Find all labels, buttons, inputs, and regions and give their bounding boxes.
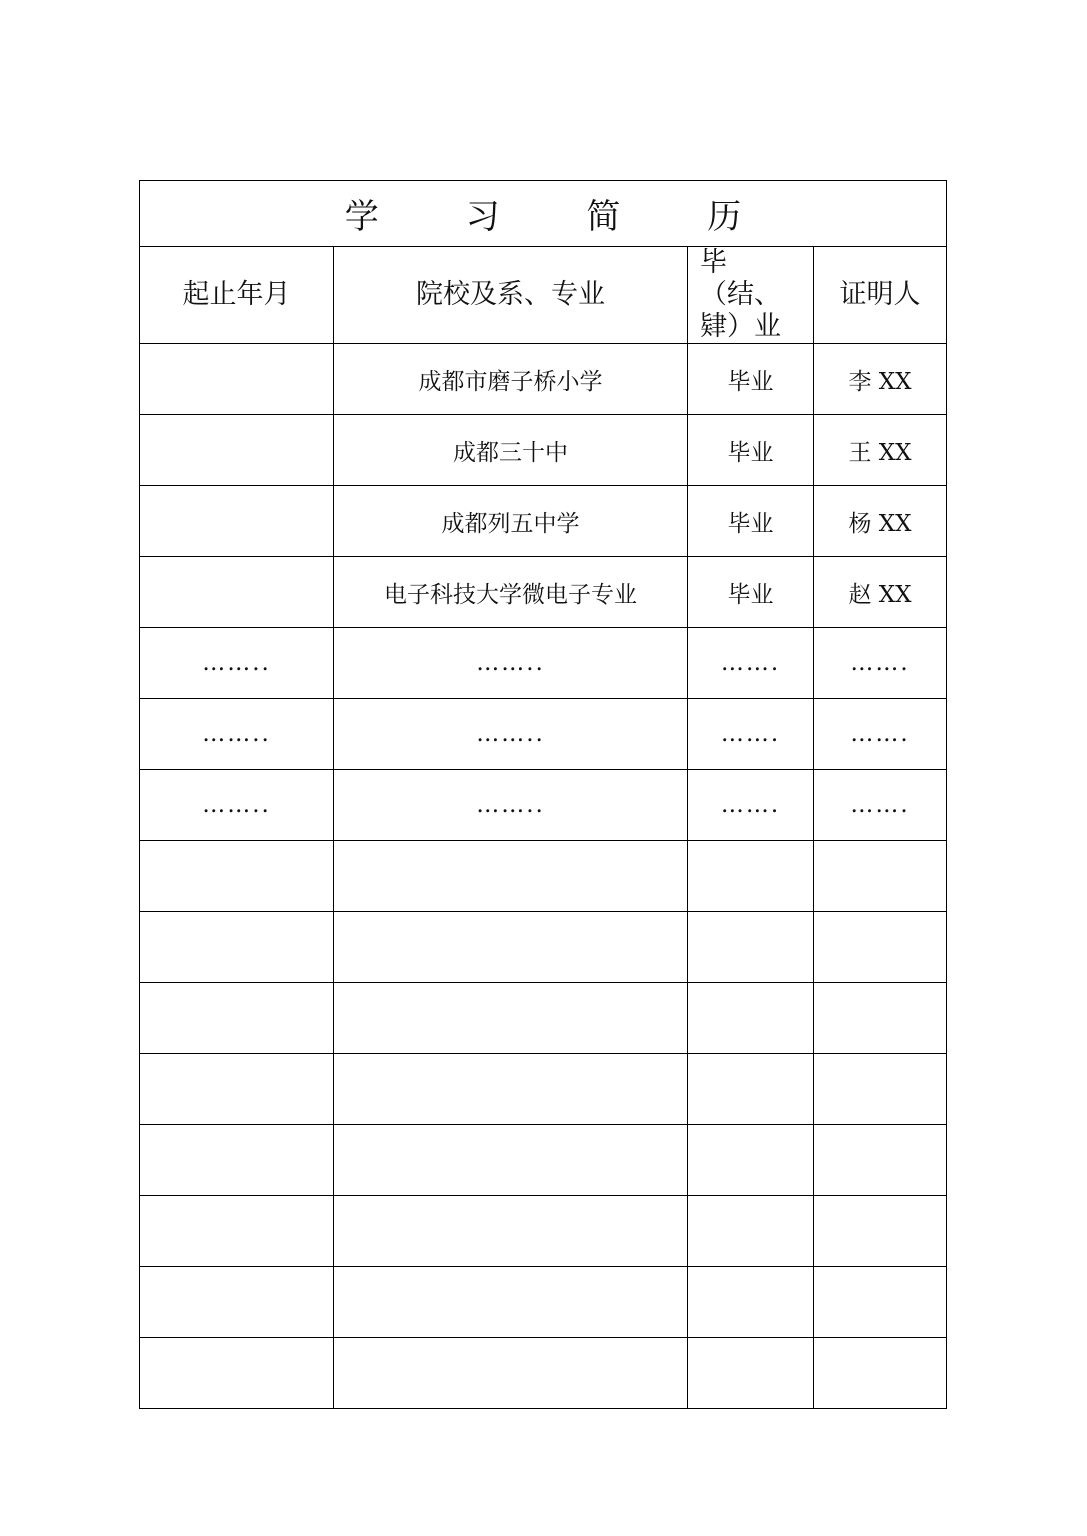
- status-cell: 毕业: [688, 344, 814, 415]
- witness-cell: 杨 XX: [814, 486, 947, 557]
- status-cell: [688, 1054, 814, 1125]
- status-cell: [688, 1267, 814, 1338]
- witness-cell: …….: [814, 628, 947, 699]
- witness-cell: 王 XX: [814, 415, 947, 486]
- period-cell: [140, 1125, 334, 1196]
- period-cell: ……..: [140, 628, 334, 699]
- header-witness: 证明人: [814, 247, 947, 344]
- school-cell: ……..: [334, 770, 688, 841]
- status-cell: [688, 983, 814, 1054]
- table-row: [140, 557, 947, 628]
- period-cell: [140, 841, 334, 912]
- table-row: [140, 770, 947, 841]
- table-row: [140, 1267, 947, 1338]
- period-cell: [140, 1054, 334, 1125]
- school-cell: [334, 1338, 688, 1409]
- period-cell: [140, 557, 334, 628]
- school-cell: [334, 1125, 688, 1196]
- witness-cell: 赵 XX: [814, 557, 947, 628]
- table-row: [140, 699, 947, 770]
- status-cell: …….: [688, 699, 814, 770]
- table-row: [140, 841, 947, 912]
- status-cell: [688, 912, 814, 983]
- table-row: [140, 1125, 947, 1196]
- table-row: [140, 486, 947, 557]
- period-cell: [140, 486, 334, 557]
- school-cell: [334, 841, 688, 912]
- witness-cell: …….: [814, 699, 947, 770]
- witness-cell: [814, 912, 947, 983]
- school-cell: 成都三十中: [334, 415, 688, 486]
- table-row: [140, 1338, 947, 1409]
- status-cell: …….: [688, 628, 814, 699]
- school-cell: 电子科技大学微电子专业: [334, 557, 688, 628]
- table-row: [140, 1196, 947, 1267]
- witness-cell: [814, 983, 947, 1054]
- witness-cell: …….: [814, 770, 947, 841]
- period-cell: [140, 344, 334, 415]
- period-cell: [140, 912, 334, 983]
- study-history-table: [139, 180, 947, 1409]
- witness-cell: [814, 841, 947, 912]
- table-row: [140, 415, 947, 486]
- witness-cell: [814, 1267, 947, 1338]
- period-cell: [140, 1338, 334, 1409]
- header-school-major: 院校及系、专业: [334, 247, 688, 344]
- table-row: [140, 344, 947, 415]
- period-cell: ……..: [140, 770, 334, 841]
- status-cell: [688, 841, 814, 912]
- period-cell: [140, 415, 334, 486]
- school-cell: [334, 912, 688, 983]
- period-cell: [140, 1267, 334, 1338]
- status-cell: [688, 1338, 814, 1409]
- witness-cell: [814, 1125, 947, 1196]
- table-row: [140, 628, 947, 699]
- status-cell: 毕业: [688, 415, 814, 486]
- status-cell: [688, 1196, 814, 1267]
- school-cell: [334, 1196, 688, 1267]
- table-title: 学 习 简 历: [140, 181, 947, 247]
- table-row: [140, 983, 947, 1054]
- status-cell: 毕业: [688, 486, 814, 557]
- witness-cell: [814, 1196, 947, 1267]
- table-row: [140, 1054, 947, 1125]
- header-status: 毕（结、肄）业: [688, 247, 814, 344]
- status-cell: …….: [688, 770, 814, 841]
- school-cell: 成都列五中学: [334, 486, 688, 557]
- school-cell: [334, 1054, 688, 1125]
- period-cell: [140, 983, 334, 1054]
- status-cell: [688, 1125, 814, 1196]
- period-cell: ……..: [140, 699, 334, 770]
- title-row: [140, 181, 947, 247]
- school-cell: 成都市磨子桥小学: [334, 344, 688, 415]
- witness-cell: [814, 1338, 947, 1409]
- header-period: 起止年月: [140, 247, 334, 344]
- school-cell: [334, 983, 688, 1054]
- school-cell: ……..: [334, 699, 688, 770]
- header-row: [140, 247, 947, 344]
- school-cell: [334, 1267, 688, 1338]
- witness-cell: [814, 1054, 947, 1125]
- witness-cell: 李 XX: [814, 344, 947, 415]
- school-cell: ……..: [334, 628, 688, 699]
- status-cell: 毕业: [688, 557, 814, 628]
- table-row: [140, 912, 947, 983]
- period-cell: [140, 1196, 334, 1267]
